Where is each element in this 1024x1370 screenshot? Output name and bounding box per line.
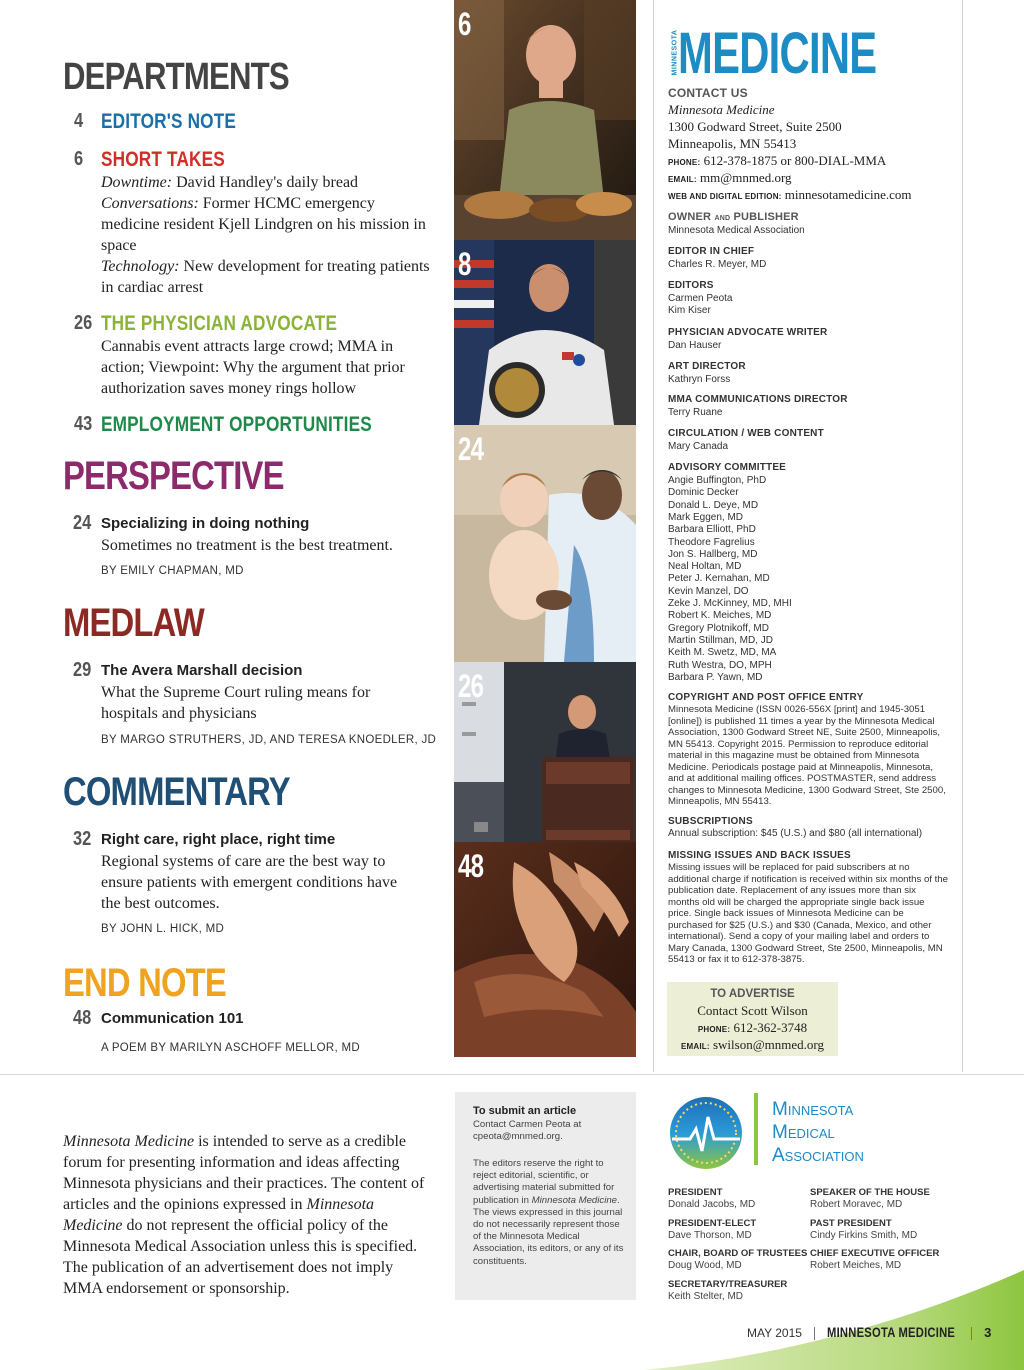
committee-member: Donald L. Deye, MD	[668, 499, 759, 511]
role-label: EDITORS	[668, 280, 714, 291]
commentary-heading: COMMENTARY	[63, 770, 290, 814]
committee-member: Zeke J. McKinney, MD, MHI	[668, 598, 792, 609]
contact-phone: PHONE: 612-378-1875 or 800-DIAL-MMA	[668, 153, 887, 168]
officer-title: CHAIR, BOARD OF TRUSTEES	[668, 1248, 808, 1259]
dept-item-employment[interactable]	[74, 413, 430, 439]
officer-name: Keith Stelter, MD	[668, 1291, 744, 1302]
copyright-text: Minnesota Medicine (ISSN 0026-556X [print] and 1945-3051 [online]) is published 11 times a year by the Minnesota Medical Association, 1300 Godward Street NE, Suite 2500, Minneapolis, MN 55413. Copyright 2015. Permission to reproduce editorial material in this magazine must be obtained from Minnesota Medicine. Periodicals postage paid at Minneapolis, Minnesota, and at additional mailing offices. POSTMASTER, send address changes to Minnesota Medicine, 1300 Godward Street, Ste 2500, Minneapolis, MN 55413.	[668, 704, 946, 807]
committee-member: Jon S. Hallberg, MD	[668, 548, 758, 560]
dept-page-number: 6	[74, 148, 84, 170]
table-of-contents	[0, 0, 448, 1072]
role-label: ART DIRECTOR	[668, 361, 746, 372]
dept-page-number: 26	[74, 312, 93, 334]
committee-member: Angie Buffington, PhD	[668, 475, 767, 486]
article-byline: BY EMILY CHAPMAN, MD	[101, 565, 244, 577]
committee-member: Neal Holtan, MD	[668, 561, 742, 573]
mma-name: Minnesota Medical Association	[772, 1099, 864, 1166]
masthead	[653, 0, 963, 1072]
editorial-disclaimer: Minnesota Medicine is intended to serve as a credible forum for presenting information and ideas affecting Minnesota physicians and their practices. The content of articles and the opinions expressed in Minnesota Medicine do not represent the official policy of the Minnesota Medical Association unless this is specified. The publication of an advertisement does not imply MMA endorsement or sponsorship.	[63, 1133, 425, 1297]
address-line-1: 1300 Godward Street, Suite 2500	[668, 119, 842, 134]
officer-title: SECRETARY/TREASURER	[668, 1279, 788, 1290]
dept-title: EMPLOYMENT OPPORTUNITIES	[101, 413, 372, 436]
committee-member: Kevin Manzel, DO	[668, 585, 749, 597]
dept-page-number: 4	[74, 110, 84, 132]
committee-member: Ruth Westra, DO, MPH	[668, 659, 772, 671]
officer-name: Robert Meiches, MD	[810, 1260, 902, 1271]
list-item: Technology: New development for treating patients in cardiac arrest	[101, 258, 430, 296]
article-page-number: 24	[73, 512, 92, 534]
advertise-box[interactable]	[667, 982, 838, 1056]
article-byline: A POEM BY MARILYN ASCHOFF MELLOR, MD	[101, 1042, 360, 1054]
officer-title: PAST PRESIDENT	[810, 1218, 892, 1229]
photo-page-number: 6	[458, 6, 471, 42]
magazine-title: MINNESOTA MEDICINE	[826, 1324, 956, 1340]
contact-name: Minnesota Medicine	[668, 102, 775, 117]
role-label: MMA COMMUNICATIONS DIRECTOR	[668, 394, 848, 405]
role-name: Kathryn Forss	[668, 374, 731, 385]
role-name: Mary Canada	[668, 441, 729, 452]
role-name: Charles R. Meyer, MD	[668, 259, 767, 270]
article-page-number: 29	[73, 659, 92, 681]
article-title[interactable]: The Avera Marshall decision	[101, 662, 303, 679]
role-label: ADVISORY COMMITTEE	[668, 462, 787, 473]
officer-name: Cindy Firkins Smith, MD	[810, 1230, 918, 1241]
photo-hands[interactable]	[454, 842, 636, 1057]
article-dek: Regional systems of care are the best way to ensure patients with emergent conditions have the best outcomes.	[101, 853, 398, 912]
officer-name: Robert Moravec, MD	[810, 1199, 903, 1210]
role-label: EDITOR IN CHIEF	[668, 246, 755, 257]
committee-member: Mark Eggen, MD	[668, 511, 744, 523]
subscriptions-heading: SUBSCRIPTIONS	[668, 816, 753, 827]
officer-title: SPEAKER OF THE HOUSE	[810, 1187, 930, 1198]
missing-issues-text: Missing issues will be replaced for paid subscribers at no additional charge if notification is received within six months of the publication date. Replacement of any issues more than six months old will be charged the appropriate single back issue price. Single back issues of Minnesota Medicine can be purchased for $25 (U.S.) and $30 (Canada, Mexico, and other international). Send a copy of your mailing label and orders to Mary Canada, 1300 Godward Street, Ste 2500, Minneapolis, MN 55413 or fax it to 612-378-3875.	[668, 862, 948, 965]
dept-title: THE PHYSICIAN ADVOCATE	[101, 312, 338, 335]
copyright-heading: COPYRIGHT AND POST OFFICE ENTRY	[668, 692, 864, 703]
dept-title: SHORT TAKES	[101, 148, 225, 171]
astronaut-image	[454, 240, 636, 425]
mma-emblem-icon	[668, 1093, 748, 1173]
dept-item-short-takes[interactable]	[74, 148, 430, 298]
officer-title: CHIEF EXECUTIVE OFFICER	[810, 1248, 940, 1259]
role-name: Carmen Peota	[668, 293, 733, 304]
contact-email[interactable]: EMAIL: mm@mnmed.org	[668, 170, 792, 185]
logo-small-text: MINNESOTA	[671, 29, 679, 76]
logo-text: MEDICINE	[678, 21, 877, 86]
article-byline: BY MARGO STRUTHERS, JD, AND TERESA KNOEDLER, JD	[101, 734, 437, 746]
role-name: Kim Kiser	[668, 305, 711, 316]
role-name: Dan Hauser	[668, 340, 722, 351]
owner-heading: OWNER AND PUBLISHER	[668, 211, 799, 223]
article-page-number: 32	[73, 828, 92, 850]
committee-member: Peter J. Kernahan, MD	[668, 573, 770, 585]
photo-astronaut[interactable]	[454, 240, 636, 425]
committee-member: Dominic Decker	[668, 487, 739, 499]
photo-man-with-bread[interactable]	[454, 0, 636, 240]
subscriptions-text: Annual subscription: $45 (U.S.) and $80 (all international)	[668, 828, 923, 839]
photo-speaker-at-podium[interactable]	[454, 662, 636, 842]
decorative-swoosh	[644, 1270, 1024, 1370]
officer-name: Doug Wood, MD	[668, 1260, 742, 1271]
footer-divider	[814, 1327, 815, 1340]
page-number: 3	[984, 1325, 992, 1340]
dept-item-physician-advocate[interactable]	[74, 312, 430, 402]
issue-date: MAY 2015	[747, 1326, 802, 1340]
photo-page-number: 48	[458, 848, 484, 884]
committee-member: Robert K. Meiches, MD	[668, 610, 772, 622]
mma-logo	[668, 1093, 878, 1173]
officer-name: Dave Thorson, MD	[668, 1230, 752, 1241]
article-byline: BY JOHN L. HICK, MD	[101, 923, 225, 935]
advertise-phone: PHONE: 612-362-3748	[697, 1020, 808, 1035]
missing-issues-heading: MISSING ISSUES AND BACK ISSUES	[668, 850, 851, 861]
end-note-heading: END NOTE	[63, 961, 226, 1005]
committee-member: Gregory Plotnikoff, MD	[668, 622, 769, 634]
committee-member: Martin Stillman, MD, JD	[668, 634, 774, 646]
article-dek: Sometimes no treatment is the best treatment.	[101, 537, 393, 554]
article-dek: What the Supreme Court ruling means for hospitals and physicians	[101, 684, 371, 722]
article-title[interactable]: Right care, right place, right time	[101, 831, 336, 848]
article-page-number: 48	[73, 1007, 92, 1029]
medlaw-heading: MEDLAW	[63, 601, 204, 645]
committee-member: Keith M. Swetz, MD, MA	[668, 647, 777, 659]
footer-divider	[971, 1327, 972, 1340]
role-label: PHYSICIAN ADVOCATE WRITER	[668, 327, 828, 338]
contact-website[interactable]: WEB AND DIGITAL EDITION: minnesotamedicine.com	[668, 187, 912, 202]
advertise-title: TO ADVERTISE	[710, 988, 795, 1000]
role-label: CIRCULATION / WEB CONTENT	[668, 428, 824, 439]
article-title[interactable]: Specializing in doing nothing	[101, 515, 310, 532]
magazine-logo	[668, 21, 888, 86]
contact-heading: CONTACT US	[668, 86, 748, 100]
advertise-email[interactable]: EMAIL: swilson@mnmed.org	[680, 1037, 825, 1052]
list-item: Downtime: David Handley's daily bread	[101, 174, 359, 191]
departments-heading: DEPARTMENTS	[63, 56, 289, 98]
list-item: Conversations: Former HCMC emergency medicine resident Kjell Lindgren on his mission in space	[101, 195, 426, 254]
role-name: Terry Ruane	[668, 407, 723, 418]
photo-page-number: 26	[458, 668, 484, 704]
photo-strip	[454, 0, 636, 1057]
dept-item-editors-note[interactable]	[74, 110, 430, 136]
logo-divider	[754, 1093, 758, 1165]
submit-title: To submit an article	[473, 1105, 577, 1117]
officer-title: PRESIDENT	[668, 1187, 723, 1198]
dept-description: Cannabis event attracts large crowd; MMA in action; Viewpoint: Why the argument that prior authorization saves money rings hollow	[101, 338, 405, 397]
advertise-contact: Contact Scott Wilson	[697, 1003, 808, 1018]
committee-member: Barbara Elliott, PhD	[668, 524, 756, 536]
submit-article-box	[455, 1092, 636, 1300]
photo-doctor-with-child[interactable]	[454, 425, 636, 662]
address-line-2: Minneapolis, MN 55413	[668, 136, 797, 151]
submit-policy: The editors reserve the right to reject editorial, scientific, or advertising material submitted for publication in Minnesota Medicine. The views expressed in this journal do not necessarily represent those of the Minnesota Medical Association, its editors, or any of its constituents.	[473, 1158, 624, 1267]
photo-page-number: 24	[458, 431, 484, 467]
committee-member: Theodore Fagrelius	[668, 536, 755, 548]
photo-page-number: 8	[458, 246, 471, 282]
submit-contact[interactable]: Contact Carmen Peota at cpeota@mnmed.org.	[473, 1119, 582, 1143]
divider	[0, 1074, 1024, 1075]
article-title[interactable]: Communication 101	[101, 1010, 244, 1027]
owner-name: Minnesota Medical Association	[668, 225, 805, 236]
dept-description	[101, 172, 431, 298]
man-with-bread-image	[454, 0, 636, 240]
officer-title: PRESIDENT-ELECT	[668, 1218, 757, 1229]
committee-member: Barbara P. Yawn, MD	[668, 671, 763, 683]
dept-page-number: 43	[74, 413, 93, 435]
dept-title: EDITOR'S NOTE	[101, 110, 237, 133]
officer-name: Donald Jacobs, MD	[668, 1199, 756, 1210]
perspective-heading: PERSPECTIVE	[63, 454, 284, 498]
page-footer	[747, 1324, 991, 1342]
